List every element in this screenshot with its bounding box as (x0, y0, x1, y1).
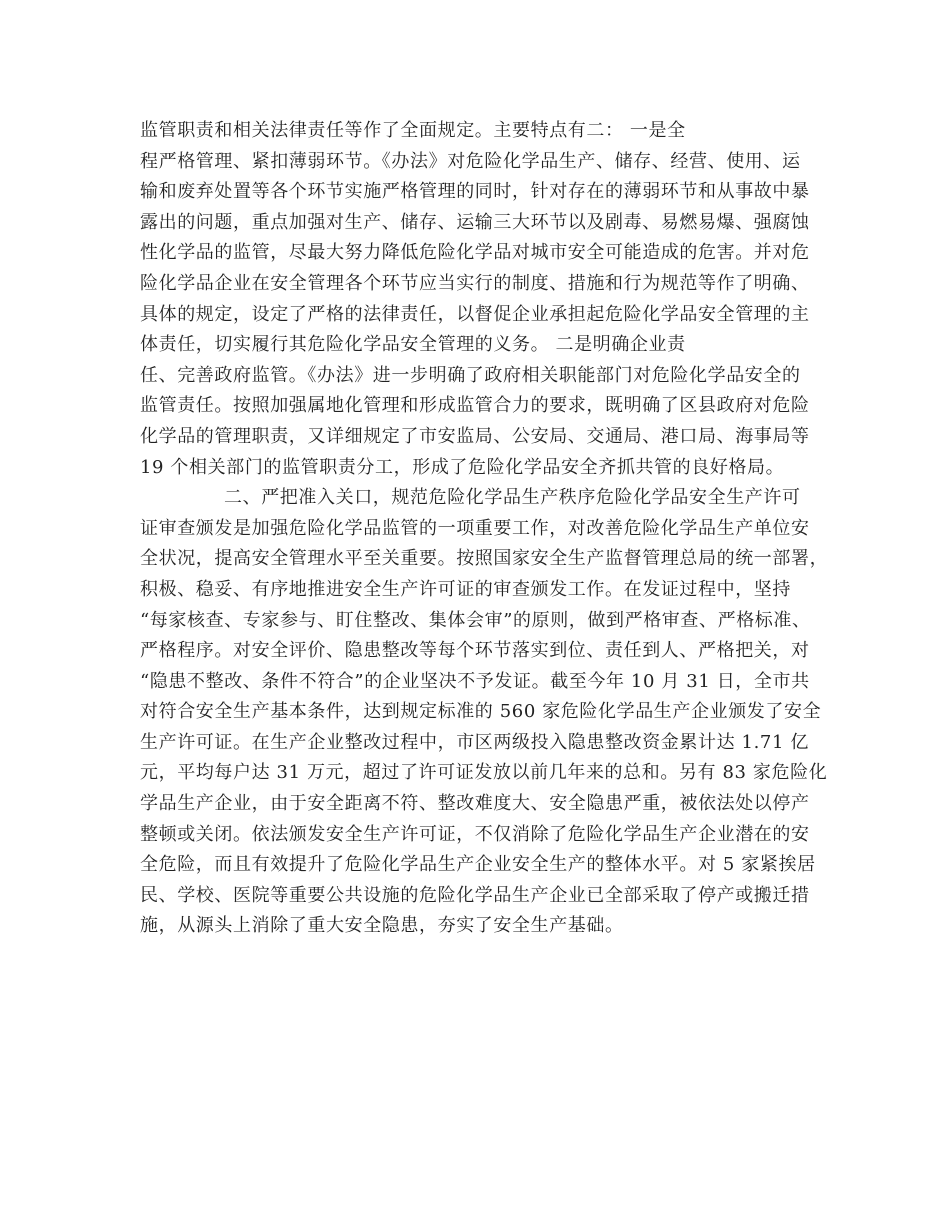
text-line: 19 个相关部门的监管职责分工，形成了危险化学品安全齐抓共管的良好格局。 (140, 456, 785, 478)
text-line: 全危险，而且有效提升了危险化学品生产企业安全生产的整体水平。对 5 家紧挨居 (140, 854, 816, 876)
text-line: 险化学品企业在安全管理各个环节应当实行的制度、措施和行为规范等作了明确、 (140, 272, 810, 294)
body-text (140, 116, 830, 942)
text-line: 整顿或关闭。依法颁发安全生产许可证，不仅消除了危险化学品生产企业潜在的安 (140, 823, 810, 845)
text-line: 具体的规定，设定了严格的法律责任，以督促企业承担起危险化学品安全管理的主 (140, 303, 810, 325)
text-line: 监管责任。按照加强属地化管理和形成监管合力的要求，既明确了区县政府对危险 (140, 395, 810, 417)
text-line: 对符合安全生产基本条件，达到规定标准的 560 家危险化学品生产企业颁发了安全 (140, 701, 822, 723)
text-line: 施，从源头上消除了重大安全隐患，夯实了安全生产基础。 (140, 915, 624, 937)
text-line: 监管职责和相关法律责任等作了全面规定。主要特点有二： 一是全 (140, 120, 686, 141)
section-heading-line: 二、严把准入关口，规范危险化学品生产秩序危险化学品安全生产许可 (224, 487, 801, 509)
text-line: 证审查颁发是加强危险化学品监管的一项重要工作，对改善危险化学品生产单位安 (140, 517, 810, 539)
text-line: 民、学校、医院等重要公共设施的危险化学品生产企业已全部采取了停产或搬迁措 (140, 884, 810, 906)
text-line: 性化学品的监管，尽最大努力降低危险化学品对城市安全可能造成的危害。并对危 (140, 242, 810, 264)
text-line: 全状况，提高安全管理水平至关重要。按照国家安全生产监督管理总局的统一部署， (140, 548, 829, 570)
text-line: 严格程序。对安全评价、隐患整改等每个环节落实到位、责任到人、严格把关，对 (140, 640, 810, 662)
text-line: 程严格管理、紧扣薄弱环节。《办法》对危险化学品生产、储存、经营、使用、运 (140, 150, 801, 172)
text-line: “每家核查、专家参与、盯住整改、集体会审”的原则，做到严格审查、严格标准、 (140, 609, 811, 631)
text-line: “隐患不整改、条件不符合”的企业坚决不予发证。截至今年 10 月 31 日，全市共 (140, 670, 810, 692)
text-line: 学品生产企业，由于安全距离不符、整改难度大、安全隐患严重，被依法处以停产 (140, 793, 810, 815)
text-line: 生产许可证。在生产企业整改过程中，市区两级投入隐患整改资金累计达 1.71 亿 (140, 731, 809, 753)
text-line: 露出的问题，重点加强对生产、储存、运输三大环节以及剧毒、易燃易爆、强腐蚀 (140, 211, 810, 233)
text-line: 元，平均每户达 31 万元，超过了许可证发放以前几年来的总和。另有 83 家危险化 (140, 762, 828, 784)
text-line: 体责任，切实履行其危险化学品安全管理的义务。 二是明确企业责 (140, 334, 686, 356)
text-line: 化学品的管理职责，又详细规定了市安监局、公安局、交通局、港口局、海事局等 (140, 425, 810, 447)
text-line: 输和废弃处置等各个环节实施严格管理的同时，针对存在的薄弱环节和从事故中暴 (140, 181, 810, 203)
text-line: 积极、稳妥、有序地推进安全生产许可证的审查颁发工作。在发证过程中，坚持 (140, 578, 791, 600)
text-line: 任、完善政府监管。《办法》进一步明确了政府相关职能部门对危险化学品安全的 (140, 364, 801, 386)
